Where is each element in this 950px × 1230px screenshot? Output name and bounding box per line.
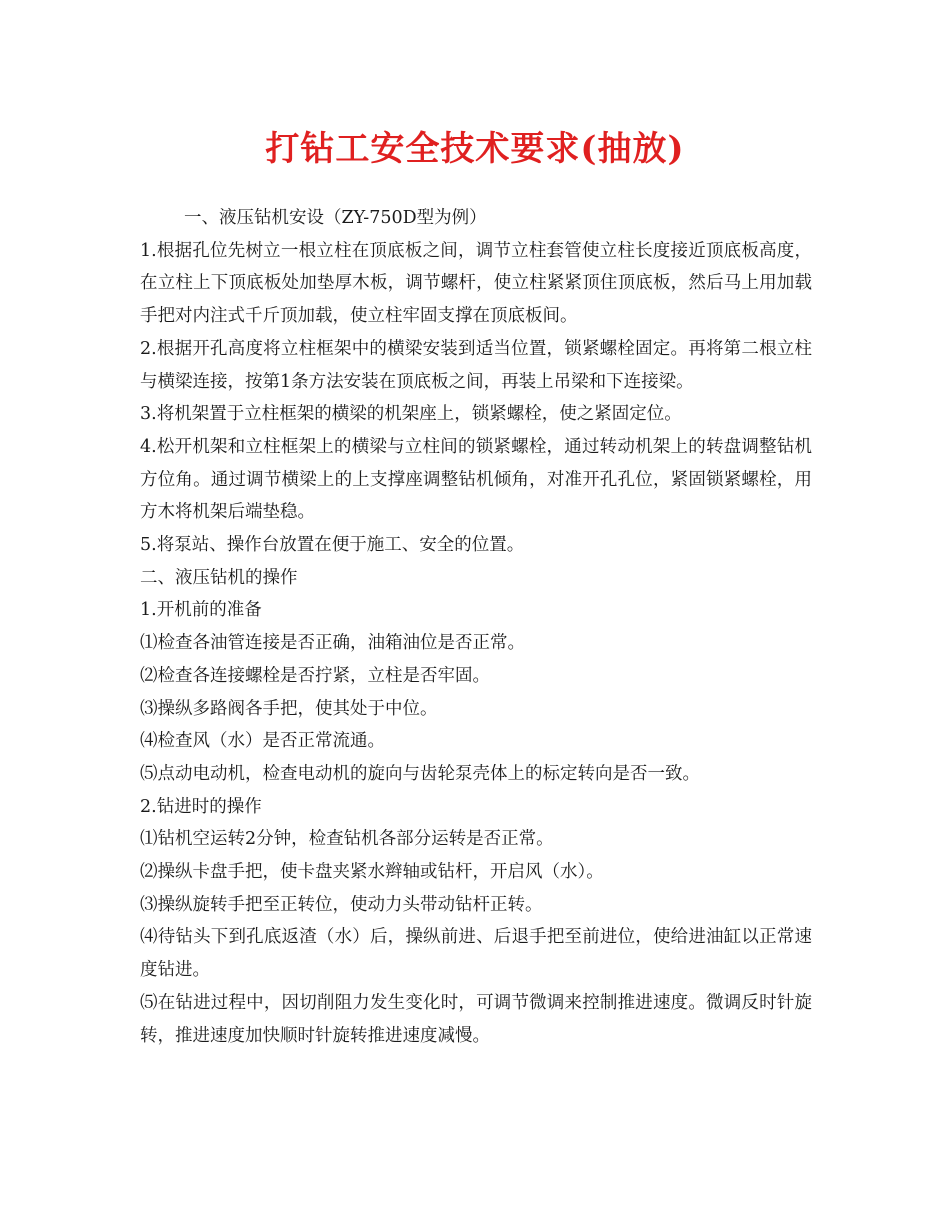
paragraph-install-step-5: 5.将泵站、操作台放置在便于施工、安全的位置。 [140,535,525,556]
section-heading-installation: 一、液压钻机安设（ZY-750D型为例） [184,208,487,228]
section-heading-operation: 二、液压钻机的操作 [140,567,298,588]
document-title: 打钻工安全技术要求(抽放) [265,129,685,169]
document-body [140,202,812,1052]
subsection-heading-drilling: 2.钻进时的操作 [140,796,262,817]
list-item-drill-3: ⑶操纵旋转手把至正转位，使动力头带动钻杆正转。 [140,894,543,915]
list-item-prep-4: ⑷检查风（水）是否正常流通。 [140,731,385,752]
paragraph-install-step-3: 3.将机架置于立柱框架的横梁的机架座上，锁紧螺栓，使之紧固定位。 [140,404,682,425]
subsection-heading-preparation: 1.开机前的准备 [140,600,262,621]
list-item-drill-5: ⑸在钻进过程中，因切削阻力发生变化时，可调节微调来控制推进速度。微调反时针旋转，推进速度加快顺时针旋转推进速度减慢。 [140,992,812,1046]
list-item-prep-5: ⑸点动电动机，检查电动机的旋向与齿轮泵壳体上的标定转向是否一致。 [140,763,700,784]
paragraph-install-step-4: 4.松开机架和立柱框架上的横梁与立柱间的锁紧螺栓，通过转动机架上的转盘调整钻机方位角。通过调节横梁上的上支撑座调整钻机倾角，对准开孔孔位，紧固锁紧螺栓，用方木将机架后端垫稳。 [140,436,812,523]
list-item-prep-2: ⑵检查各连接螺栓是否拧紧，立柱是否牢固。 [140,665,490,686]
paragraph-install-step-2: 2.根据开孔高度将立柱框架中的横梁安装到适当位置，锁紧螺栓固定。再将第二根立柱与横梁连接，按第1条方法安装在顶底板之间，再装上吊梁和下连接梁。 [140,338,812,392]
list-item-prep-3: ⑶操纵多路阀各手把，使其处于中位。 [140,698,438,719]
list-item-drill-1: ⑴钻机空运转2分钟，检查钻机各部分运转是否正常。 [140,829,554,850]
list-item-drill-4: ⑷待钻头下到孔底返渣（水）后，操纵前进、后退手把至前进位，使给进油缸以正常速度钻进。 [140,927,812,981]
list-item-prep-1: ⑴检查各油管连接是否正确，油箱油位是否正常。 [140,633,525,654]
paragraph-install-step-1: 1.根据孔位先树立一根立柱在顶底板之间，调节立柱套管使立柱长度接近顶底板高度，在立柱上下顶底板处加垫厚木板，调节螺杆，使立柱紧紧顶住顶底板，然后马上用加载手把对内注式千斤顶加载，使立柱牢固支撑在顶底板间。 [140,240,812,327]
list-item-drill-2: ⑵操纵卡盘手把，使卡盘夹紧水辫轴或钻杆，开启风（水）。 [140,862,604,883]
